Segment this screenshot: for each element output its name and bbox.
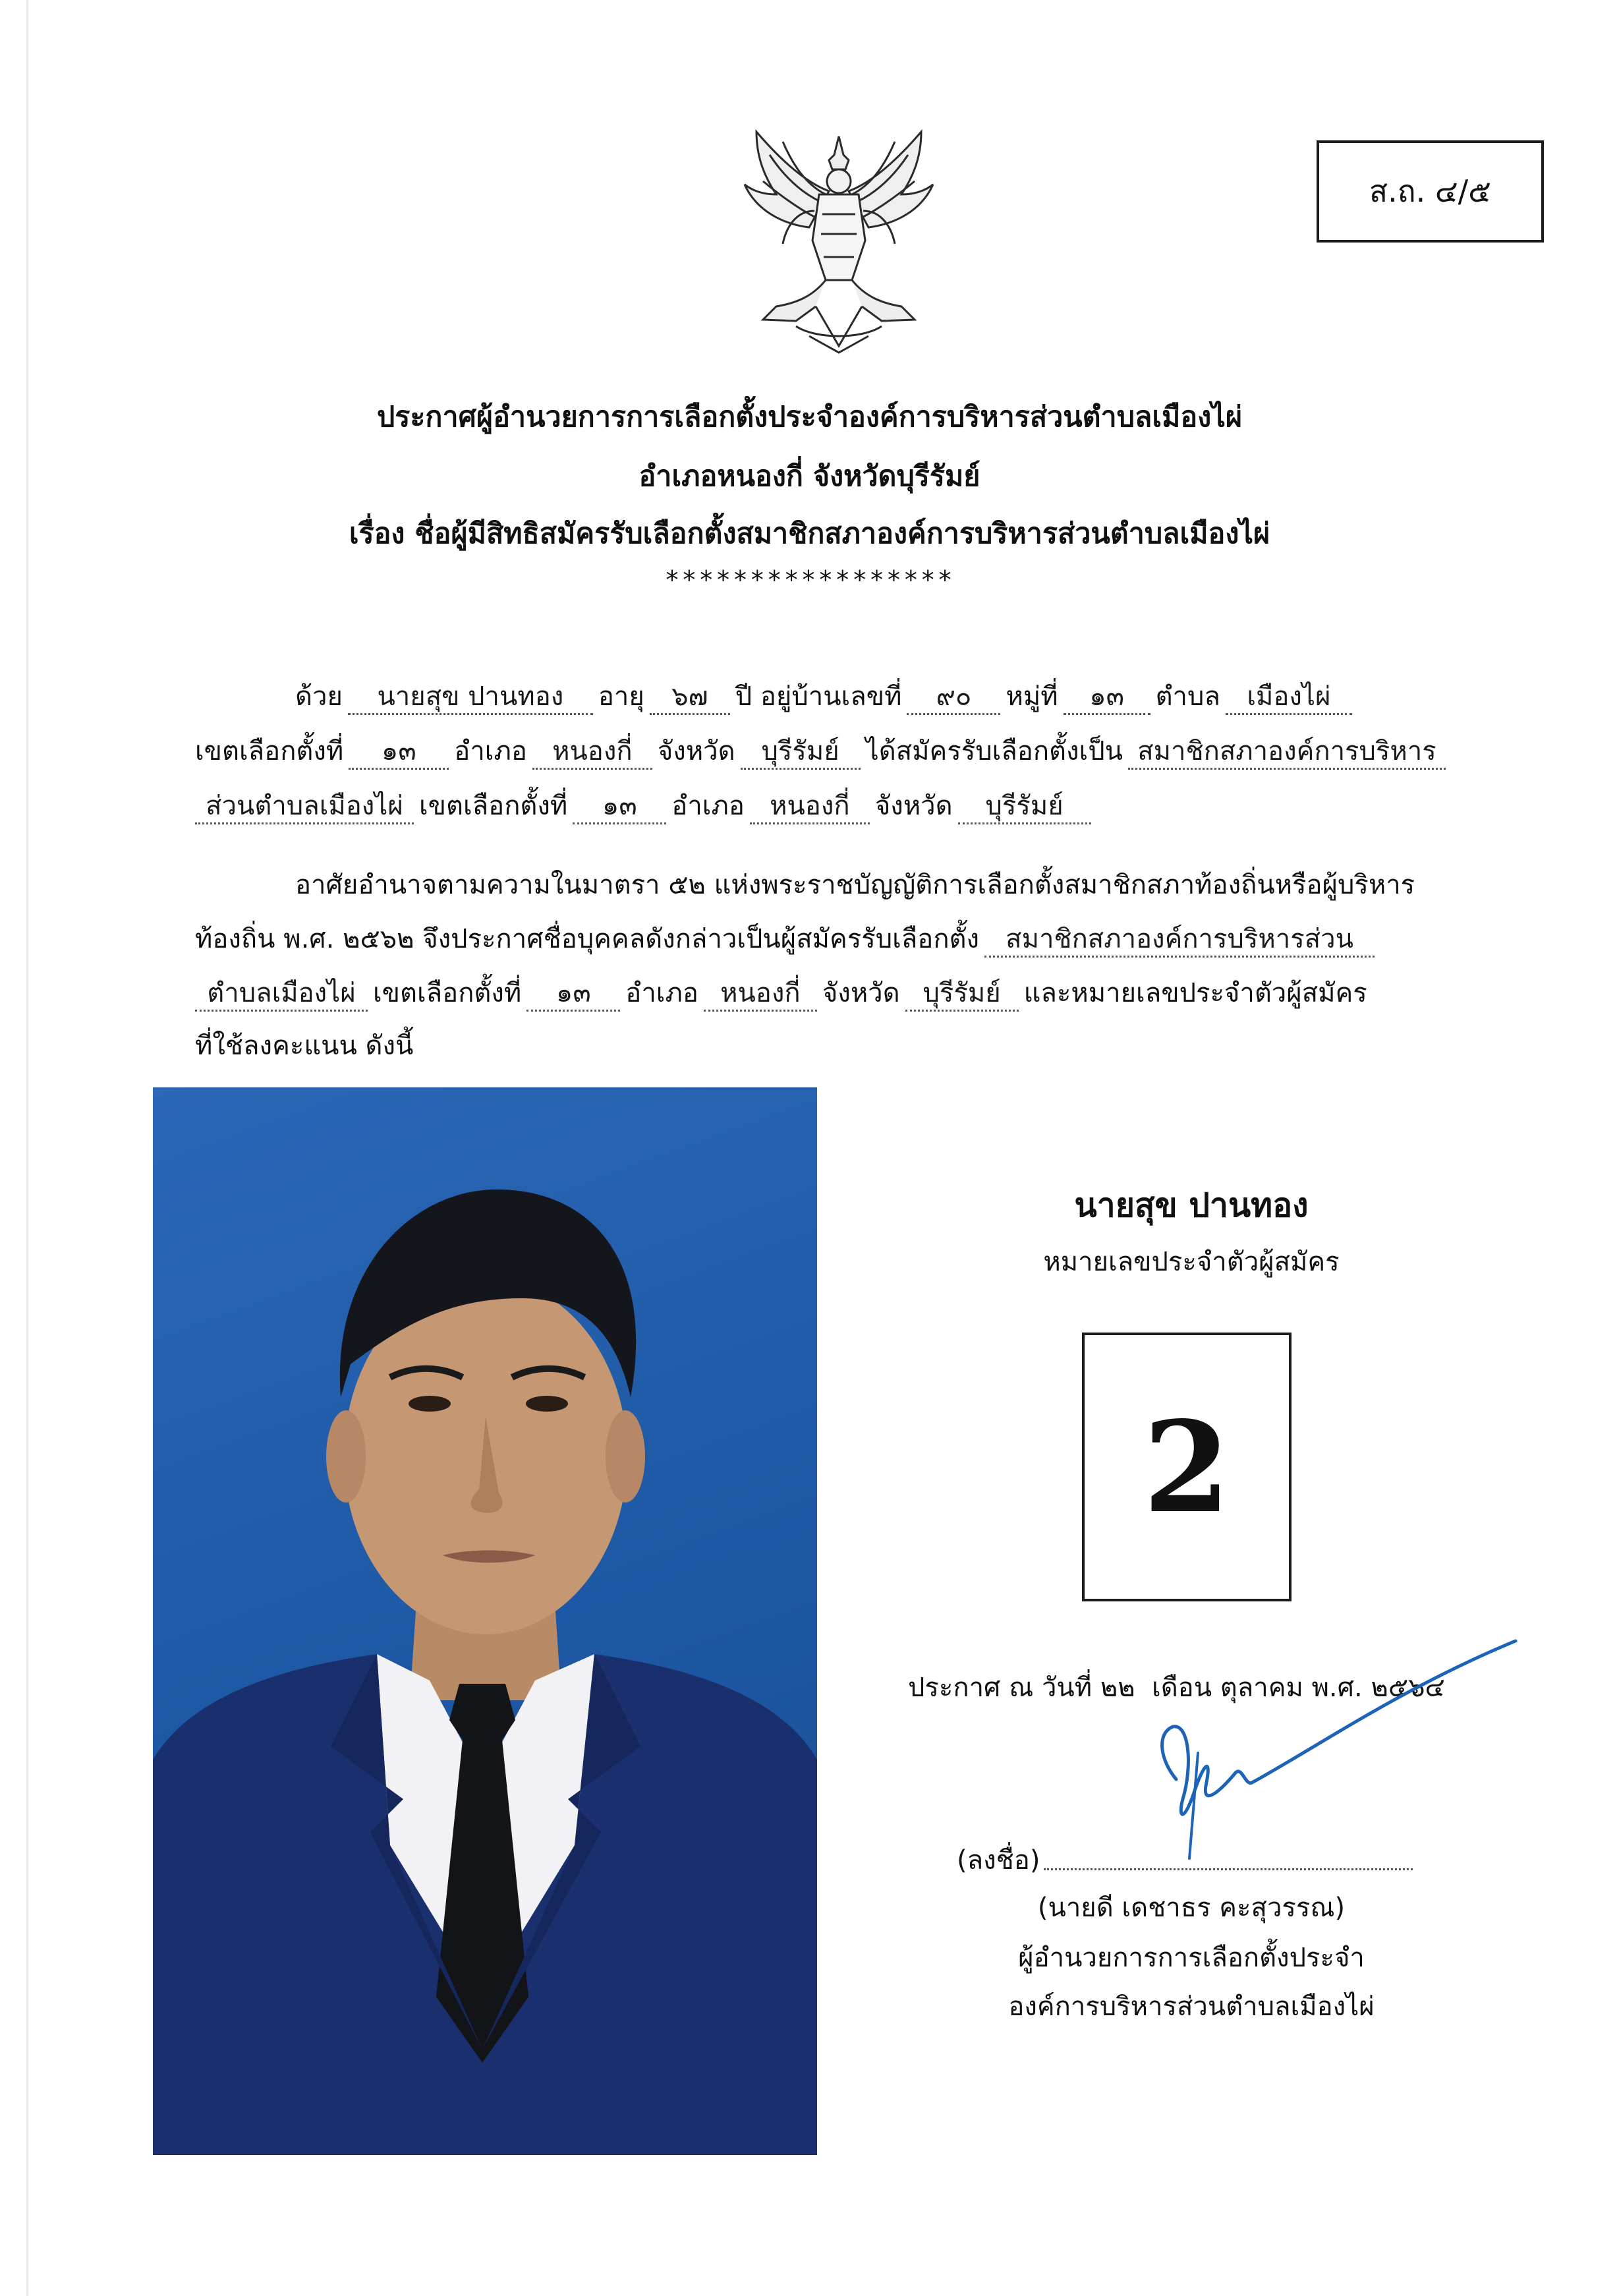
- signature-dotted-line: [1044, 1868, 1413, 1870]
- candidate-number-box: [1082, 1333, 1292, 1601]
- date-month: ตุลาคม: [1220, 1673, 1303, 1703]
- position-field-continued: ส่วนตำบลเมืองไผ่: [195, 789, 414, 824]
- candidate-photo: [153, 1087, 817, 2155]
- label: ท้องถิ่น พ.ศ. ๒๕๖๒ จึงประกาศชื่อบุคคลดังกล่าวเป็นผู้สมัครรับเลือกตั้ง: [195, 924, 980, 954]
- date-day: ๒๒: [1100, 1673, 1135, 1703]
- garuda-emblem-icon: [737, 129, 941, 356]
- para2-line-1: อาศัยอำนาจตามความในมาตรา ๕๒ แห่งพระราชบัญญัติการเลือกตั้งสมาชิกสภาท้องถิ่นหรือผู้บริหาร: [295, 870, 1415, 900]
- para2-line-2: [195, 923, 1380, 958]
- amphoe-field: หนองกี่: [750, 789, 870, 824]
- tambon-field: เมืองไผ่: [1226, 680, 1352, 715]
- position-field: สมาชิกสภาองค์การบริหารส่วน: [984, 923, 1375, 958]
- label: และหมายเลขประจำตัวผู้สมัคร: [1023, 978, 1367, 1008]
- scan-edge: [26, 0, 28, 2296]
- label: อำเภอ: [625, 978, 698, 1008]
- candidate-name-field: นายสุข ปานทอง: [348, 680, 593, 715]
- heading-line-2: อำเภอหนองกี่ จังหวัดบุรีรัมย์: [639, 460, 980, 493]
- heading-subject: เรื่อง ชื่อผู้มีสิทธิสมัครรับเลือกตั้งสมาชิกสภาองค์การบริหารส่วนตำบลเมืองไผ่: [349, 517, 1270, 550]
- form-code-text: ส.ถ. ๔/๕: [1369, 173, 1491, 209]
- amphoe-field: หนองกี่: [704, 977, 817, 1012]
- age-field: ๖๗: [650, 680, 730, 715]
- label: เขตเลือกตั้งที่: [373, 978, 522, 1008]
- label: อำเภอ: [454, 736, 527, 766]
- zone-field: ๑๓: [349, 735, 449, 770]
- label: อำเภอ: [671, 791, 745, 821]
- para1-line-2: [195, 735, 1451, 770]
- label: ได้สมัครรับเลือกตั้งเป็น: [865, 736, 1123, 766]
- house-number-field: ๙๐: [907, 680, 1000, 715]
- candidate-number-label: หมายเลขประจำตัวผู้สมัคร: [1043, 1247, 1340, 1277]
- para2-line-3: [195, 977, 1367, 1012]
- heading-stars: *****************: [664, 565, 955, 594]
- signer-title-line-2: องค์การบริหารส่วนตำบลเมืองไผ่: [1008, 1992, 1375, 2022]
- sign-line: [957, 1839, 1413, 1881]
- position-field: สมาชิกสภาองค์การบริหาร: [1128, 735, 1446, 770]
- sign-label: (ลงชื่อ): [957, 1845, 1040, 1876]
- province-field: บุรีรัมย์: [958, 789, 1091, 824]
- label: เขตเลือกตั้งที่: [419, 791, 568, 821]
- province-field: บุรีรัมย์: [741, 735, 861, 770]
- label: เขตเลือกตั้งที่: [195, 736, 344, 766]
- moo-field: ๑๓: [1064, 680, 1150, 715]
- para1-line-3: [195, 789, 1096, 824]
- para1-line-1: [295, 680, 1357, 715]
- position-field-continued: ตำบลเมืองไผ่: [195, 977, 368, 1012]
- signer-title-line-1: ผู้อำนวยการการเลือกตั้งประจำ: [1018, 1943, 1365, 1973]
- candidate-name: นายสุข ปานทอง: [1074, 1186, 1309, 1224]
- label: จังหวัด: [657, 736, 735, 766]
- label: หมู่ที่: [1006, 681, 1058, 712]
- form-code-box: [1317, 140, 1544, 243]
- label: อายุ: [598, 681, 644, 712]
- zone-field: ๑๓: [573, 789, 666, 824]
- para2-line-4: ที่ใช้ลงคะแนน ดังนี้: [195, 1031, 414, 1061]
- date-year: ๒๕๖๔: [1371, 1673, 1445, 1703]
- heading-line-1: ประกาศผู้อำนวยการการเลือกตั้งประจำองค์การบริหารส่วนตำบลเมืองไผ่: [376, 401, 1243, 434]
- amphoe-field: หนองกี่: [532, 735, 652, 770]
- label: พ.ศ.: [1311, 1673, 1363, 1703]
- zone-field: ๑๓: [526, 977, 620, 1012]
- signer-name: (นายดี เดชาธร คะสุวรรณ): [1037, 1893, 1346, 1923]
- label: ประกาศ ณ วันที่: [908, 1673, 1093, 1703]
- label: ตำบล: [1155, 681, 1220, 712]
- label: ด้วย: [295, 681, 343, 712]
- label: จังหวัด: [874, 791, 953, 821]
- label: เดือน: [1152, 1673, 1212, 1703]
- province-field: บุรีรัมย์: [905, 977, 1019, 1012]
- label: ปี อยู่บ้านเลขที่: [735, 681, 902, 712]
- label: จังหวัด: [822, 978, 900, 1008]
- candidate-number: 2: [1143, 1393, 1231, 1541]
